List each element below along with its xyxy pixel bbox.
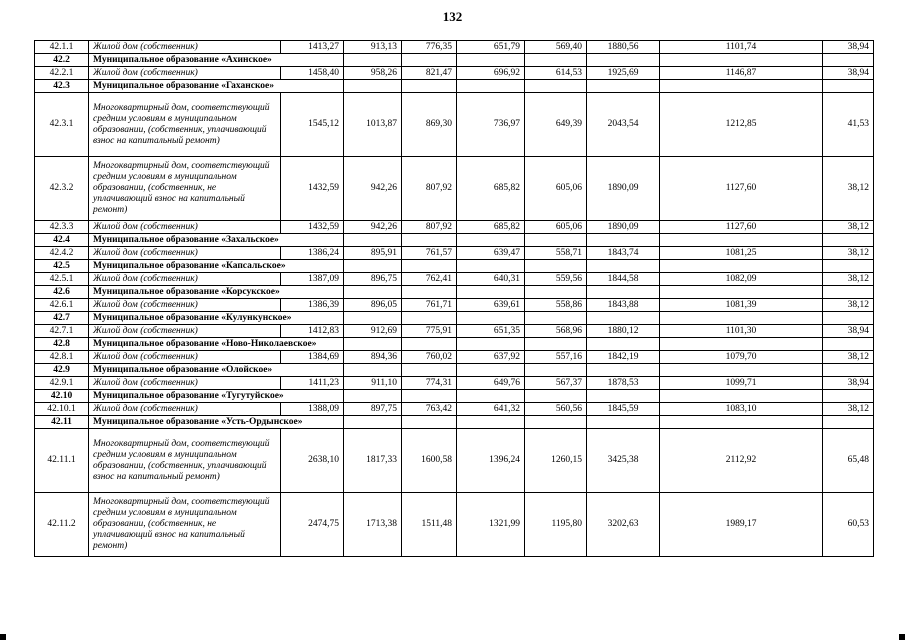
row-code: 42.9.1 xyxy=(35,377,89,390)
value-cell: 807,92 xyxy=(402,221,457,234)
value-cell: 1101,74 xyxy=(660,41,823,54)
value-cell: 1387,09 xyxy=(281,273,344,286)
value-cell: 1386,39 xyxy=(281,299,344,312)
value-cell: 911,10 xyxy=(344,377,402,390)
page-number: 132 xyxy=(442,9,463,24)
table-body xyxy=(35,41,874,557)
empty-cell xyxy=(823,234,874,247)
value-cell: 614,53 xyxy=(525,67,587,80)
empty-cell xyxy=(457,364,525,377)
row-code: 42.2.1 xyxy=(35,67,89,80)
value-cell: 1844,58 xyxy=(587,273,660,286)
empty-cell xyxy=(525,286,587,299)
value-cell: 1082,09 xyxy=(660,273,823,286)
empty-cell xyxy=(525,416,587,429)
value-cell: 41,53 xyxy=(823,93,874,157)
value-cell: 1212,85 xyxy=(660,93,823,157)
value-cell: 821,47 xyxy=(402,67,457,80)
value-cell: 639,61 xyxy=(457,299,525,312)
value-cell: 649,76 xyxy=(457,377,525,390)
housing-type: Жилой дом (собственник) xyxy=(89,273,281,286)
value-cell: 685,82 xyxy=(457,221,525,234)
empty-cell xyxy=(660,312,823,325)
empty-cell xyxy=(823,312,874,325)
empty-cell xyxy=(344,234,402,247)
value-cell: 559,56 xyxy=(525,273,587,286)
section-title: Муниципальное образование «Ново-Николаевское» xyxy=(89,338,344,351)
row-code: 42.11 xyxy=(35,416,89,429)
value-cell: 1600,58 xyxy=(402,429,457,493)
table-row xyxy=(35,221,874,234)
empty-cell xyxy=(823,80,874,93)
empty-cell xyxy=(344,286,402,299)
empty-cell xyxy=(525,260,587,273)
value-cell: 1388,09 xyxy=(281,403,344,416)
value-cell: 560,56 xyxy=(525,403,587,416)
value-cell: 897,75 xyxy=(344,403,402,416)
value-cell: 774,31 xyxy=(402,377,457,390)
row-code: 42.3.1 xyxy=(35,93,89,157)
value-cell: 38,12 xyxy=(823,351,874,364)
value-cell: 896,75 xyxy=(344,273,402,286)
empty-cell xyxy=(525,312,587,325)
empty-cell xyxy=(660,364,823,377)
value-cell: 639,47 xyxy=(457,247,525,260)
value-cell: 38,12 xyxy=(823,247,874,260)
value-cell: 912,69 xyxy=(344,325,402,338)
section-header-row xyxy=(35,54,874,67)
value-cell: 1845,59 xyxy=(587,403,660,416)
empty-cell xyxy=(587,390,660,403)
value-cell: 1101,30 xyxy=(660,325,823,338)
empty-cell xyxy=(457,416,525,429)
empty-cell xyxy=(402,260,457,273)
empty-cell xyxy=(344,312,402,325)
housing-type: Жилой дом (собственник) xyxy=(89,377,281,390)
tariff-table xyxy=(34,40,874,557)
empty-cell xyxy=(660,80,823,93)
empty-cell xyxy=(457,312,525,325)
value-cell: 567,37 xyxy=(525,377,587,390)
value-cell: 1890,09 xyxy=(587,221,660,234)
empty-cell xyxy=(402,54,457,67)
row-code: 42.7 xyxy=(35,312,89,325)
value-cell: 1195,80 xyxy=(525,493,587,557)
empty-cell xyxy=(587,80,660,93)
empty-cell xyxy=(587,364,660,377)
value-cell: 1817,33 xyxy=(344,429,402,493)
value-cell: 1081,25 xyxy=(660,247,823,260)
table-row xyxy=(35,325,874,338)
value-cell: 1321,99 xyxy=(457,493,525,557)
row-code: 42.8 xyxy=(35,338,89,351)
section-title: Муниципальное образование «Кулункунское» xyxy=(89,312,344,325)
value-cell: 685,82 xyxy=(457,157,525,221)
table-row xyxy=(35,377,874,390)
row-code: 42.4.2 xyxy=(35,247,89,260)
section-title: Муниципальное образование «Гаханское» xyxy=(89,80,344,93)
empty-cell xyxy=(660,234,823,247)
value-cell: 60,53 xyxy=(823,493,874,557)
table-row xyxy=(35,41,874,54)
empty-cell xyxy=(344,80,402,93)
empty-cell xyxy=(587,54,660,67)
value-cell: 736,97 xyxy=(457,93,525,157)
value-cell: 3425,38 xyxy=(587,429,660,493)
value-cell: 1890,09 xyxy=(587,157,660,221)
scan-edge-mark-right xyxy=(899,634,905,640)
value-cell: 1842,19 xyxy=(587,351,660,364)
value-cell: 1127,60 xyxy=(660,157,823,221)
section-header-row xyxy=(35,286,874,299)
value-cell: 763,42 xyxy=(402,403,457,416)
empty-cell xyxy=(457,286,525,299)
value-cell: 558,86 xyxy=(525,299,587,312)
value-cell: 38,12 xyxy=(823,221,874,234)
table-row xyxy=(35,299,874,312)
value-cell: 1989,17 xyxy=(660,493,823,557)
value-cell: 38,94 xyxy=(823,325,874,338)
row-code: 42.3.3 xyxy=(35,221,89,234)
empty-cell xyxy=(660,54,823,67)
row-code: 42.6 xyxy=(35,286,89,299)
value-cell: 1412,83 xyxy=(281,325,344,338)
value-cell: 1146,87 xyxy=(660,67,823,80)
value-cell: 1127,60 xyxy=(660,221,823,234)
value-cell: 649,39 xyxy=(525,93,587,157)
empty-cell xyxy=(823,54,874,67)
empty-cell xyxy=(402,80,457,93)
table-row xyxy=(35,93,874,157)
row-code: 42.5 xyxy=(35,260,89,273)
value-cell: 1413,27 xyxy=(281,41,344,54)
value-cell: 1013,87 xyxy=(344,93,402,157)
empty-cell xyxy=(457,260,525,273)
empty-cell xyxy=(402,390,457,403)
table-row xyxy=(35,273,874,286)
empty-cell xyxy=(823,260,874,273)
empty-cell xyxy=(525,338,587,351)
row-code: 42.10.1 xyxy=(35,403,89,416)
section-title: Муниципальное образование «Ахинское» xyxy=(89,54,344,67)
row-code: 42.5.1 xyxy=(35,273,89,286)
empty-cell xyxy=(457,338,525,351)
empty-cell xyxy=(402,338,457,351)
value-cell: 775,91 xyxy=(402,325,457,338)
section-header-row xyxy=(35,234,874,247)
empty-cell xyxy=(344,338,402,351)
table-row xyxy=(35,403,874,416)
section-header-row xyxy=(35,416,874,429)
empty-cell xyxy=(402,286,457,299)
value-cell: 557,16 xyxy=(525,351,587,364)
section-header-row xyxy=(35,364,874,377)
table-row xyxy=(35,429,874,493)
value-cell: 651,35 xyxy=(457,325,525,338)
section-title: Муниципальное образование «Олойское» xyxy=(89,364,344,377)
empty-cell xyxy=(344,416,402,429)
value-cell: 1843,74 xyxy=(587,247,660,260)
section-title: Муниципальное образование «Захальское» xyxy=(89,234,344,247)
empty-cell xyxy=(587,286,660,299)
value-cell: 38,94 xyxy=(823,377,874,390)
value-cell: 1880,56 xyxy=(587,41,660,54)
value-cell: 2474,75 xyxy=(281,493,344,557)
housing-type: Многоквартирный дом, соответствующий средним условиям в муниципальном образовании, (собственник, не уплачивающий взнос на капитальный ремонт) xyxy=(89,493,281,557)
housing-type: Жилой дом (собственник) xyxy=(89,247,281,260)
value-cell: 1079,70 xyxy=(660,351,823,364)
section-title: Муниципальное образование «Корсукское» xyxy=(89,286,344,299)
value-cell: 1432,59 xyxy=(281,157,344,221)
value-cell: 807,92 xyxy=(402,157,457,221)
housing-type: Жилой дом (собственник) xyxy=(89,67,281,80)
value-cell: 762,41 xyxy=(402,273,457,286)
empty-cell xyxy=(402,234,457,247)
table-row xyxy=(35,67,874,80)
scan-edge-mark-left xyxy=(0,634,6,640)
row-code: 42.3.2 xyxy=(35,157,89,221)
housing-type: Жилой дом (собственник) xyxy=(89,351,281,364)
empty-cell xyxy=(660,390,823,403)
section-title: Муниципальное образование «Тугутуйское» xyxy=(89,390,344,403)
row-code: 42.9 xyxy=(35,364,89,377)
row-code: 42.4 xyxy=(35,234,89,247)
section-title: Муниципальное образование «Капсальское» xyxy=(89,260,344,273)
value-cell: 558,71 xyxy=(525,247,587,260)
section-header-row xyxy=(35,338,874,351)
value-cell: 3202,63 xyxy=(587,493,660,557)
value-cell: 1878,53 xyxy=(587,377,660,390)
empty-cell xyxy=(525,234,587,247)
value-cell: 1545,12 xyxy=(281,93,344,157)
value-cell: 894,36 xyxy=(344,351,402,364)
value-cell: 38,12 xyxy=(823,299,874,312)
empty-cell xyxy=(402,416,457,429)
row-code: 42.7.1 xyxy=(35,325,89,338)
value-cell: 1880,12 xyxy=(587,325,660,338)
empty-cell xyxy=(525,80,587,93)
value-cell: 1458,40 xyxy=(281,67,344,80)
empty-cell xyxy=(344,390,402,403)
row-code: 42.11.2 xyxy=(35,493,89,557)
empty-cell xyxy=(823,338,874,351)
value-cell: 1083,10 xyxy=(660,403,823,416)
value-cell: 1099,71 xyxy=(660,377,823,390)
empty-cell xyxy=(525,390,587,403)
value-cell: 1511,48 xyxy=(402,493,457,557)
value-cell: 38,94 xyxy=(823,41,874,54)
value-cell: 568,96 xyxy=(525,325,587,338)
value-cell: 1081,39 xyxy=(660,299,823,312)
empty-cell xyxy=(525,364,587,377)
housing-type: Жилой дом (собственник) xyxy=(89,221,281,234)
value-cell: 2638,10 xyxy=(281,429,344,493)
value-cell: 696,92 xyxy=(457,67,525,80)
section-title: Муниципальное образование «Усть-Ордынское» xyxy=(89,416,344,429)
empty-cell xyxy=(587,234,660,247)
value-cell: 895,91 xyxy=(344,247,402,260)
empty-cell xyxy=(587,416,660,429)
section-header-row xyxy=(35,312,874,325)
value-cell: 1411,23 xyxy=(281,377,344,390)
value-cell: 651,79 xyxy=(457,41,525,54)
empty-cell xyxy=(587,312,660,325)
empty-cell xyxy=(660,338,823,351)
value-cell: 913,13 xyxy=(344,41,402,54)
housing-type: Жилой дом (собственник) xyxy=(89,299,281,312)
value-cell: 640,31 xyxy=(457,273,525,286)
empty-cell xyxy=(660,286,823,299)
empty-cell xyxy=(823,390,874,403)
row-code: 42.2 xyxy=(35,54,89,67)
empty-cell xyxy=(823,416,874,429)
value-cell: 1843,88 xyxy=(587,299,660,312)
housing-type: Жилой дом (собственник) xyxy=(89,325,281,338)
value-cell: 942,26 xyxy=(344,221,402,234)
value-cell: 38,12 xyxy=(823,403,874,416)
value-cell: 761,57 xyxy=(402,247,457,260)
empty-cell xyxy=(457,390,525,403)
section-header-row xyxy=(35,80,874,93)
value-cell: 65,48 xyxy=(823,429,874,493)
value-cell: 869,30 xyxy=(402,93,457,157)
value-cell: 896,05 xyxy=(344,299,402,312)
section-header-row xyxy=(35,260,874,273)
table-row xyxy=(35,351,874,364)
empty-cell xyxy=(587,260,660,273)
value-cell: 2112,92 xyxy=(660,429,823,493)
value-cell: 1260,15 xyxy=(525,429,587,493)
value-cell: 958,26 xyxy=(344,67,402,80)
value-cell: 605,06 xyxy=(525,157,587,221)
empty-cell xyxy=(402,364,457,377)
empty-cell xyxy=(823,286,874,299)
housing-type: Жилой дом (собственник) xyxy=(89,403,281,416)
empty-cell xyxy=(660,416,823,429)
value-cell: 1384,69 xyxy=(281,351,344,364)
value-cell: 38,12 xyxy=(823,157,874,221)
value-cell: 1432,59 xyxy=(281,221,344,234)
row-code: 42.1.1 xyxy=(35,41,89,54)
housing-type: Многоквартирный дом, соответствующий средним условиям в муниципальном образовании, (собственник, уплачивающий взнос на капитальный ремонт) xyxy=(89,429,281,493)
value-cell: 1396,24 xyxy=(457,429,525,493)
value-cell: 942,26 xyxy=(344,157,402,221)
value-cell: 761,71 xyxy=(402,299,457,312)
empty-cell xyxy=(457,80,525,93)
section-header-row xyxy=(35,390,874,403)
housing-type: Жилой дом (собственник) xyxy=(89,41,281,54)
empty-cell xyxy=(457,54,525,67)
housing-type: Многоквартирный дом, соответствующий средним условиям в муниципальном образовании, (собственник, уплачивающий взнос на капитальный ремонт) xyxy=(89,93,281,157)
empty-cell xyxy=(402,312,457,325)
value-cell: 637,92 xyxy=(457,351,525,364)
empty-cell xyxy=(457,234,525,247)
table-row xyxy=(35,157,874,221)
empty-cell xyxy=(344,260,402,273)
empty-cell xyxy=(587,338,660,351)
empty-cell xyxy=(344,364,402,377)
table-row xyxy=(35,493,874,557)
empty-cell xyxy=(660,260,823,273)
value-cell: 1386,24 xyxy=(281,247,344,260)
value-cell: 2043,54 xyxy=(587,93,660,157)
value-cell: 760,02 xyxy=(402,351,457,364)
row-code: 42.6.1 xyxy=(35,299,89,312)
row-code: 42.11.1 xyxy=(35,429,89,493)
empty-cell xyxy=(525,54,587,67)
value-cell: 776,35 xyxy=(402,41,457,54)
value-cell: 38,94 xyxy=(823,67,874,80)
empty-cell xyxy=(823,364,874,377)
value-cell: 1713,38 xyxy=(344,493,402,557)
value-cell: 569,40 xyxy=(525,41,587,54)
table-row xyxy=(35,247,874,260)
value-cell: 1925,69 xyxy=(587,67,660,80)
empty-cell xyxy=(344,54,402,67)
value-cell: 38,12 xyxy=(823,273,874,286)
value-cell: 605,06 xyxy=(525,221,587,234)
row-code: 42.8.1 xyxy=(35,351,89,364)
housing-type: Многоквартирный дом, соответствующий средним условиям в муниципальном образовании, (собственник, не уплачивающий взнос на капитальный ремонт) xyxy=(89,157,281,221)
row-code: 42.3 xyxy=(35,80,89,93)
value-cell: 641,32 xyxy=(457,403,525,416)
row-code: 42.10 xyxy=(35,390,89,403)
